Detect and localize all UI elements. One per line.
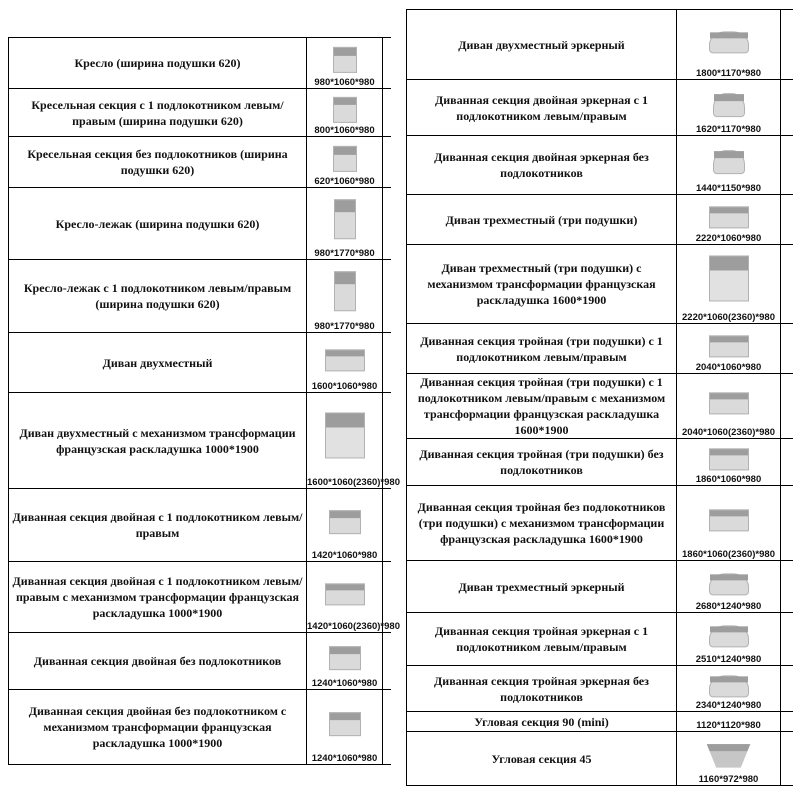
product-dimensions: 2510*1240*980 bbox=[695, 654, 762, 665]
table-row bbox=[9, 633, 391, 690]
product-cell bbox=[307, 690, 383, 765]
product-cell bbox=[307, 260, 383, 333]
armless-bay-section-icon bbox=[713, 150, 745, 174]
sofa-bed-icon bbox=[325, 412, 365, 458]
table-row bbox=[407, 712, 793, 732]
table-row bbox=[407, 439, 793, 486]
product-cell bbox=[307, 333, 383, 393]
triple-section-bed-icon bbox=[709, 392, 749, 414]
product-name: Диванная секция двойная с 1 подлокотником левым/правым с механизмом трансформации французская раскладушка 1000*1900 bbox=[9, 562, 307, 633]
table-row bbox=[407, 732, 793, 786]
product-cell bbox=[307, 38, 383, 89]
corner-45-icon bbox=[707, 744, 751, 768]
product-name: Угловая секция 45 bbox=[407, 732, 677, 786]
table-row bbox=[9, 89, 391, 137]
armless-double-section-icon bbox=[329, 646, 361, 670]
product-dimensions: 980*1770*980 bbox=[314, 248, 375, 259]
product-name: Диванная секция двойная без подлокотников bbox=[9, 633, 307, 690]
armless-triple-section-icon bbox=[709, 448, 749, 470]
table-row bbox=[407, 195, 793, 245]
chaise-section-icon bbox=[334, 271, 356, 311]
double-section-bed-icon bbox=[325, 583, 365, 605]
product-dimensions: 1120*1120*980 bbox=[696, 720, 761, 731]
product-cell bbox=[677, 245, 781, 324]
product-name: Диванная секция двойная эркерная с 1 подлокотником левым/правым bbox=[407, 80, 677, 136]
product-dimensions: 1860*1060*980 bbox=[695, 474, 762, 485]
product-dimensions: 1240*1060*980 bbox=[311, 678, 378, 689]
product-dimensions: 2220*1060*980 bbox=[695, 233, 762, 244]
product-dimensions: 2220*1060(2360)*980 bbox=[682, 312, 775, 323]
product-name: Диванная секция тройная без подлокотников (три подушки) с механизмом трансформации французская раскладушка 1600*1900 bbox=[407, 486, 677, 561]
product-name: Диванная секция тройная (три подушки) без подлокотников bbox=[407, 439, 677, 486]
table-row bbox=[9, 393, 391, 489]
product-name: Кресло (ширина подушки 620) bbox=[9, 38, 307, 89]
double-section-icon bbox=[329, 510, 361, 534]
three-seat-bay-sofa-icon bbox=[709, 573, 749, 595]
triple-section-icon bbox=[709, 335, 749, 357]
product-dimensions: 1600*1060*980 bbox=[311, 381, 378, 392]
triple-bay-section-icon bbox=[709, 625, 749, 647]
product-cell bbox=[307, 393, 400, 489]
product-dimensions: 620*1060*980 bbox=[314, 176, 375, 187]
table-row bbox=[407, 136, 793, 195]
table-row bbox=[9, 690, 391, 765]
product-cell bbox=[677, 613, 781, 666]
product-cell bbox=[307, 489, 383, 562]
armless-triple-section-bed-icon bbox=[709, 509, 749, 531]
two-seat-sofa-icon bbox=[325, 349, 365, 371]
product-dimensions: 980*1770*980 bbox=[314, 321, 375, 332]
product-cell bbox=[677, 561, 781, 613]
table-row bbox=[9, 562, 391, 633]
armchair-section-icon bbox=[333, 96, 357, 122]
table-row bbox=[407, 486, 793, 561]
table-row bbox=[407, 245, 793, 324]
armless-triple-bay-section-icon bbox=[709, 675, 749, 697]
product-dimensions: 1420*1060(2360)*980 bbox=[307, 621, 400, 632]
left-product-table bbox=[8, 37, 400, 765]
product-cell bbox=[307, 137, 383, 188]
product-cell bbox=[677, 439, 781, 486]
product-dimensions: 1440*1150*980 bbox=[696, 183, 761, 194]
table-row bbox=[9, 260, 391, 333]
product-cell bbox=[307, 562, 400, 633]
table-row bbox=[9, 137, 391, 188]
product-cell bbox=[307, 89, 383, 137]
bay-section-icon bbox=[713, 93, 745, 117]
product-name: Диван трехместный эркерный bbox=[407, 561, 677, 613]
product-cell bbox=[307, 188, 383, 260]
table-row bbox=[407, 666, 793, 712]
product-name: Диванная секция двойная эркерная без подлокотников bbox=[407, 136, 677, 195]
product-dimensions: 2040*1060(2360)*980 bbox=[682, 427, 775, 438]
product-name: Диван трехместный (три подушки) bbox=[407, 195, 677, 245]
product-dimensions: 1240*1060*980 bbox=[311, 753, 378, 764]
table-row bbox=[9, 38, 391, 89]
product-cell bbox=[677, 195, 781, 245]
product-dimensions: 800*1060*980 bbox=[314, 125, 375, 136]
table-row bbox=[407, 80, 793, 136]
product-name: Угловая секция 90 (mini) bbox=[407, 712, 677, 732]
chaise-icon bbox=[334, 199, 356, 239]
product-name: Диванная секция двойная без подлокотником с механизмом трансформации французская раскладушка 1000*1900 bbox=[9, 690, 307, 765]
three-seat-sofa-icon bbox=[709, 206, 749, 228]
product-dimensions: 2340*1240*980 bbox=[695, 700, 762, 711]
product-dimensions: 1420*1060*980 bbox=[311, 550, 378, 561]
product-name: Диванная секция двойная с 1 подлокотником левым/правым bbox=[9, 489, 307, 562]
armchair-icon bbox=[333, 47, 357, 73]
product-dimensions: 2680*1240*980 bbox=[695, 601, 762, 612]
product-name: Диванная секция тройная (три подушки) с 1 подлокотником левым/правым bbox=[407, 324, 677, 374]
product-cell bbox=[677, 486, 781, 561]
product-name: Диван двухместный с механизмом трансформации французская раскладушка 1000*1900 bbox=[9, 393, 307, 489]
product-dimensions: 1620*1170*980 bbox=[696, 124, 761, 135]
right-product-table bbox=[406, 9, 793, 786]
table-row bbox=[407, 561, 793, 613]
product-name: Диван двухместный эркерный bbox=[407, 10, 677, 80]
table-row bbox=[9, 188, 391, 260]
product-dimensions: 1800*1170*980 bbox=[696, 68, 761, 79]
bay-sofa-icon bbox=[709, 31, 749, 53]
product-cell bbox=[677, 374, 781, 439]
product-name: Диванная секция тройная эркерная с 1 подлокотником левым/правым bbox=[407, 613, 677, 666]
table-row bbox=[407, 10, 793, 80]
product-name: Диван трехместный (три подушки) с механизмом трансформации французская раскладушка 1600*1900 bbox=[407, 245, 677, 324]
product-name: Кресло-лежак (ширина подушки 620) bbox=[9, 188, 307, 260]
table-row bbox=[407, 613, 793, 666]
table-row bbox=[407, 324, 793, 374]
product-dimensions: 1600*1060(2360)*980 bbox=[307, 477, 400, 488]
product-cell bbox=[677, 732, 781, 786]
product-name: Диванная секция тройная (три подушки) с 1 подлокотником левым/правым с механизмом трансформации французская раскладушка 1600*1900 bbox=[407, 374, 677, 439]
three-seat-sofa-bed-icon bbox=[709, 255, 749, 301]
product-cell bbox=[677, 80, 781, 136]
table-row bbox=[407, 374, 793, 439]
table-row bbox=[9, 333, 391, 393]
product-name: Диван двухместный bbox=[9, 333, 307, 393]
product-dimensions: 2040*1060*980 bbox=[695, 362, 762, 373]
product-name: Кресельная секция без подлокотников (ширина подушки 620) bbox=[9, 137, 307, 188]
product-name: Кресельная секция с 1 подлокотником левым/правым (ширина подушки 620) bbox=[9, 89, 307, 137]
product-cell bbox=[677, 324, 781, 374]
table-row bbox=[9, 489, 391, 562]
product-name: Кресло-лежак с 1 подлокотником левым/правым (ширина подушки 620) bbox=[9, 260, 307, 333]
product-cell bbox=[677, 712, 781, 732]
product-cell bbox=[677, 10, 781, 80]
product-cell bbox=[677, 666, 781, 712]
product-cell bbox=[307, 633, 383, 690]
product-dimensions: 980*1060*980 bbox=[314, 77, 375, 88]
armless-section-icon bbox=[333, 146, 357, 172]
armless-double-section-bed-icon bbox=[329, 712, 361, 736]
product-dimensions: 1860*1060(2360)*980 bbox=[682, 549, 775, 560]
product-cell bbox=[677, 136, 781, 195]
product-name: Диванная секция тройная эркерная без подлокотников bbox=[407, 666, 677, 712]
product-dimensions: 1160*972*980 bbox=[698, 774, 759, 785]
